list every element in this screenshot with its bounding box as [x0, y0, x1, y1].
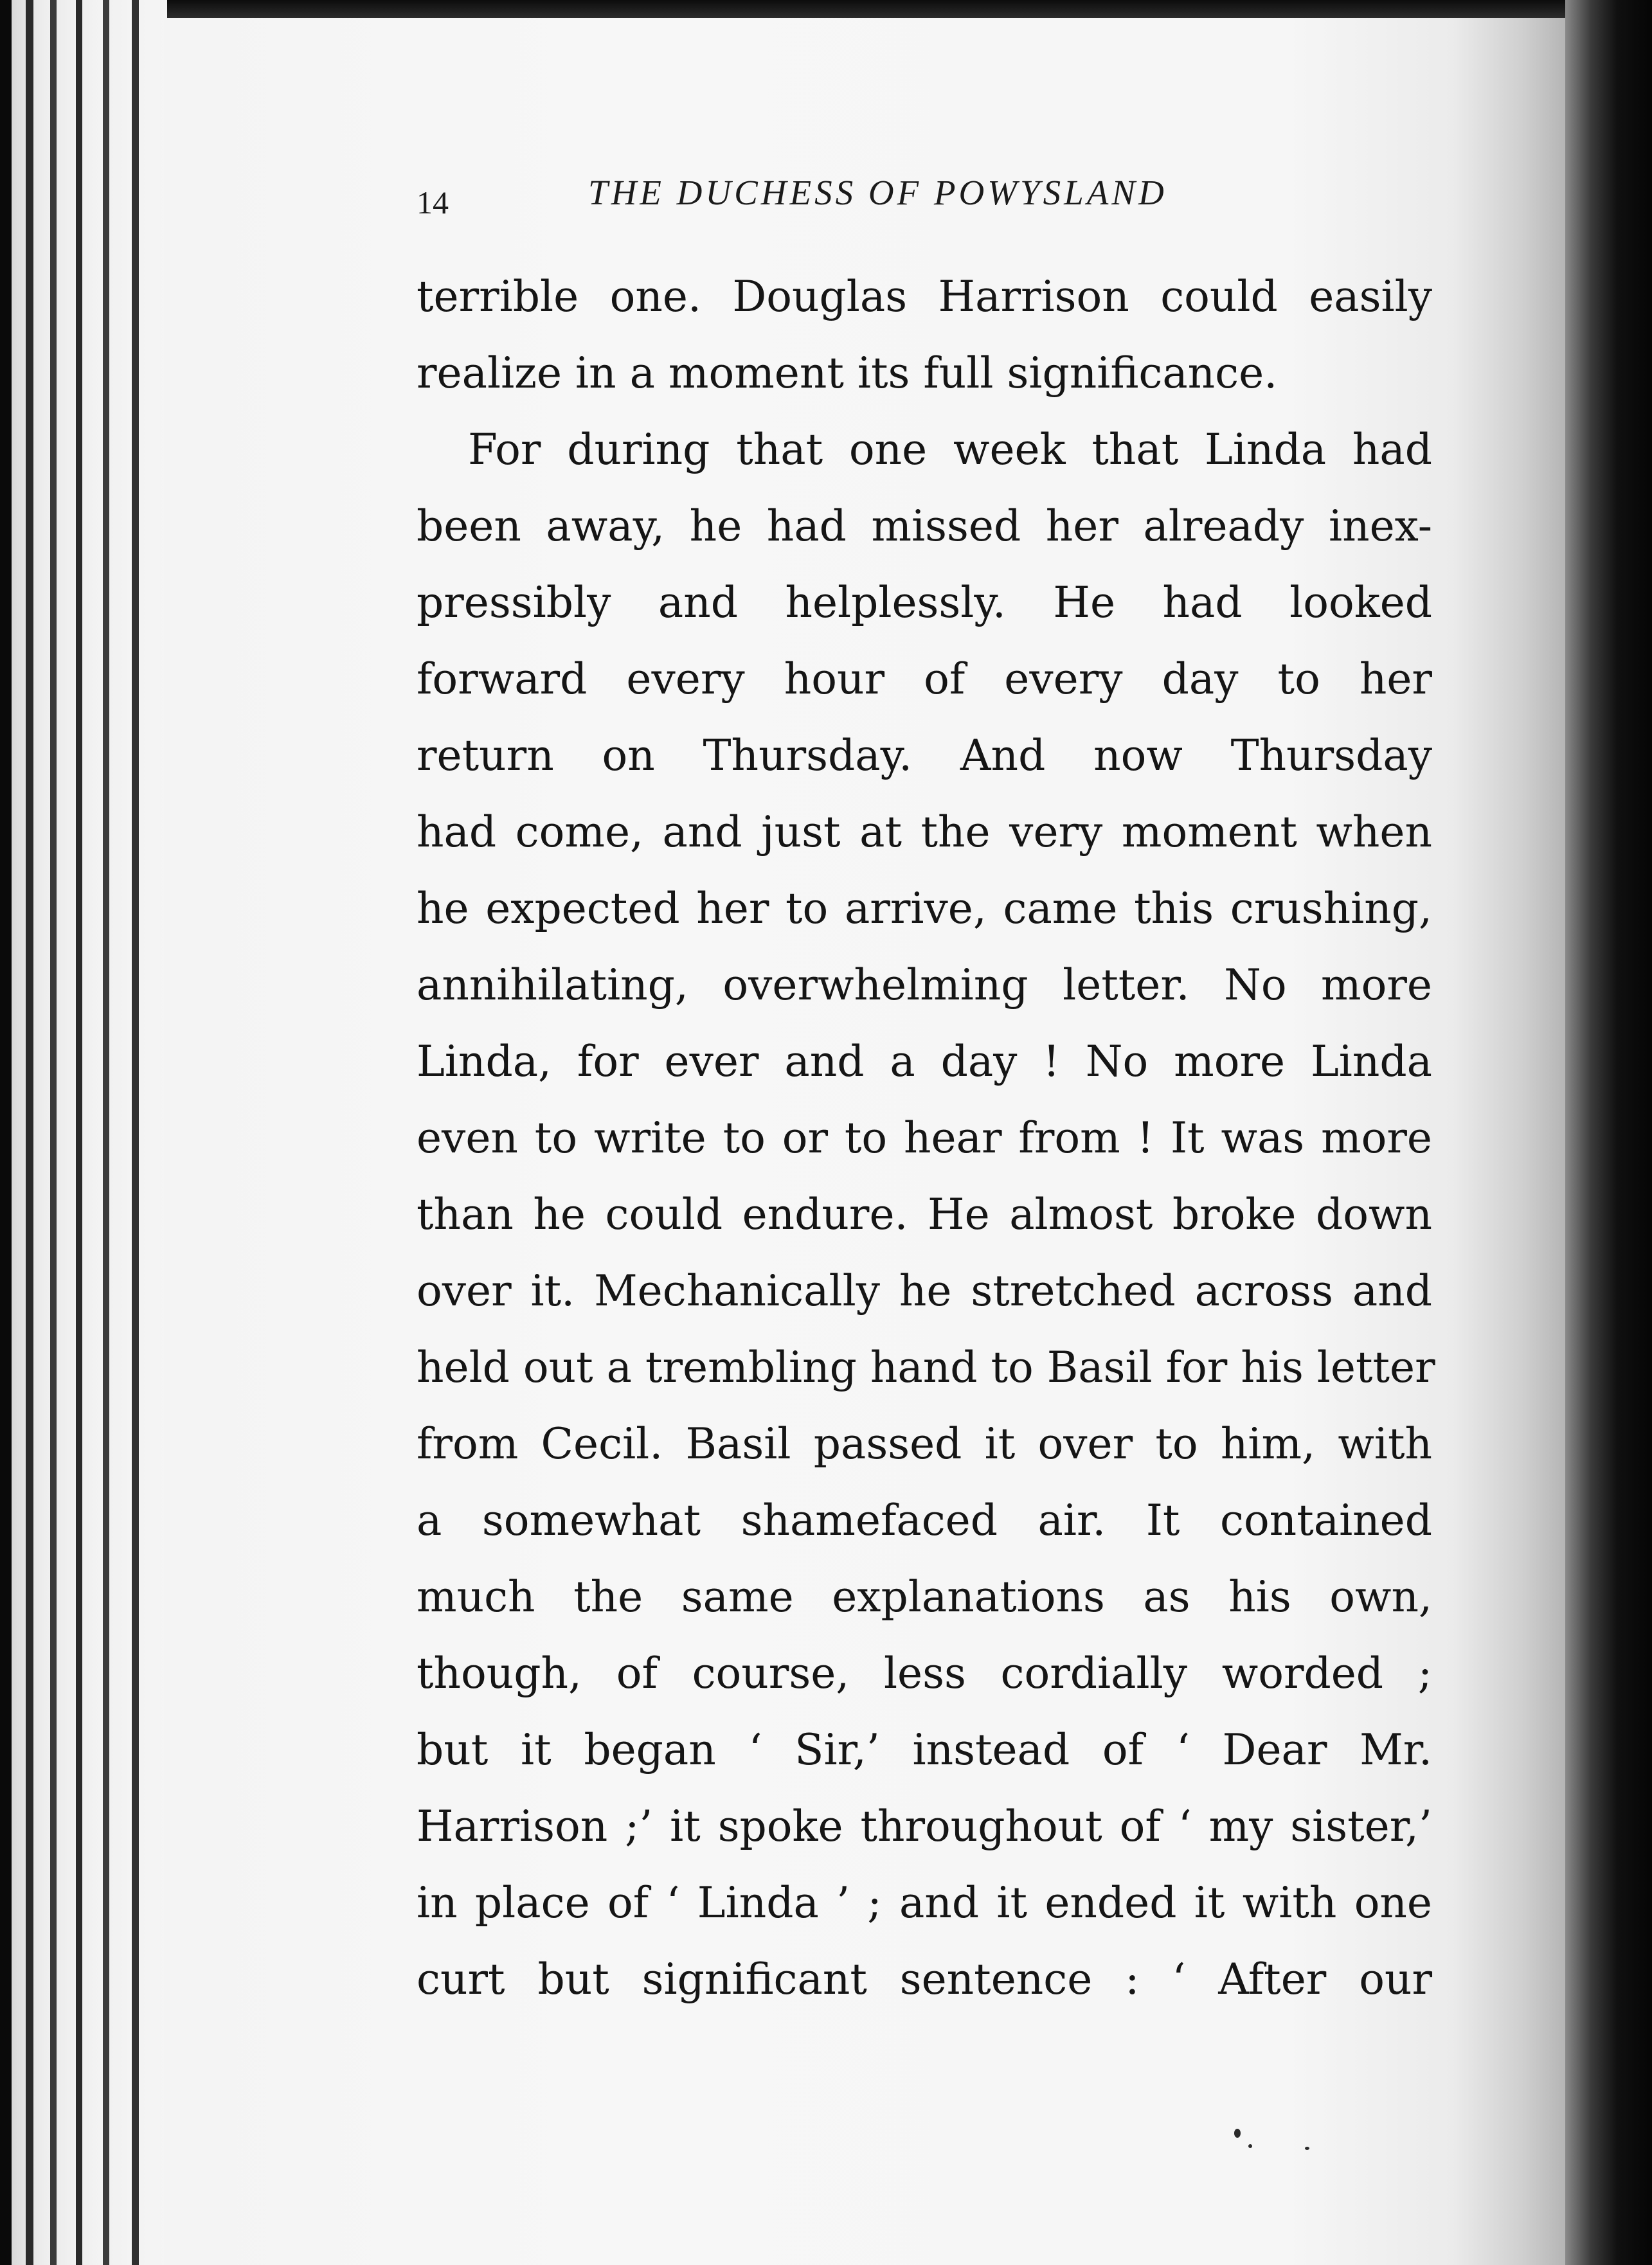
text-line: return on Thursday. And now Thursday	[417, 731, 1432, 780]
text-line: in place of ‘ Linda ’ ; and it ended it with one	[417, 1878, 1432, 1928]
text-line: than he could endure. He almost broke down	[417, 1190, 1432, 1239]
text-line: realize in a moment its full significance.	[417, 348, 1278, 398]
text-line: much the same explanations as his own,	[417, 1572, 1432, 1622]
running-title: THE DUCHESS OF POWYSLAND	[588, 173, 1167, 212]
text-line: even to write to or to hear from ! It was more	[417, 1113, 1432, 1163]
text-line: curt but significant sentence : ‘ After our	[417, 1955, 1432, 2004]
text-line: he expected her to arrive, came this crushing,	[417, 884, 1432, 933]
text-line: For during that one week that Linda had	[468, 425, 1432, 474]
text-line: Harrison ;’ it spoke throughout of ‘ my sister,’	[417, 1802, 1432, 1851]
right-margin-shadow	[1565, 0, 1652, 2265]
text-line: held out a trembling hand to Basil for his letter	[417, 1343, 1435, 1392]
ink-speck	[1234, 2129, 1241, 2138]
text-line: forward every hour of every day to her	[417, 654, 1432, 704]
text-line: had come, and just at the very moment when	[417, 807, 1432, 857]
text-line: annihilating, overwhelming letter. No more	[417, 960, 1432, 1010]
text-line: terrible one. Douglas Harrison could easily	[417, 272, 1432, 321]
ink-speck	[1305, 2147, 1309, 2150]
text-line: been away, he had missed her already inex-	[417, 501, 1432, 551]
text-line: from Cecil. Basil passed it over to him, with	[417, 1419, 1432, 1469]
text-line: but it began ‘ Sir,’ instead of ‘ Dear Mr.	[417, 1725, 1432, 1775]
text-line: pressibly and helplessly. He had looked	[417, 578, 1432, 627]
body-text	[417, 258, 1435, 2018]
page-number: 14	[417, 184, 449, 220]
stacked-page-edges	[0, 0, 167, 2265]
text-line: a somewhat shamefaced air. It contained	[417, 1496, 1432, 1545]
text-line: though, of course, less cordially worded ;	[417, 1649, 1432, 1698]
text-line: Linda, for ever and a day ! No more Linda	[417, 1037, 1432, 1086]
ink-speck	[1248, 2144, 1252, 2148]
text-line: over it. Mechanically he stretched across and	[417, 1266, 1432, 1316]
